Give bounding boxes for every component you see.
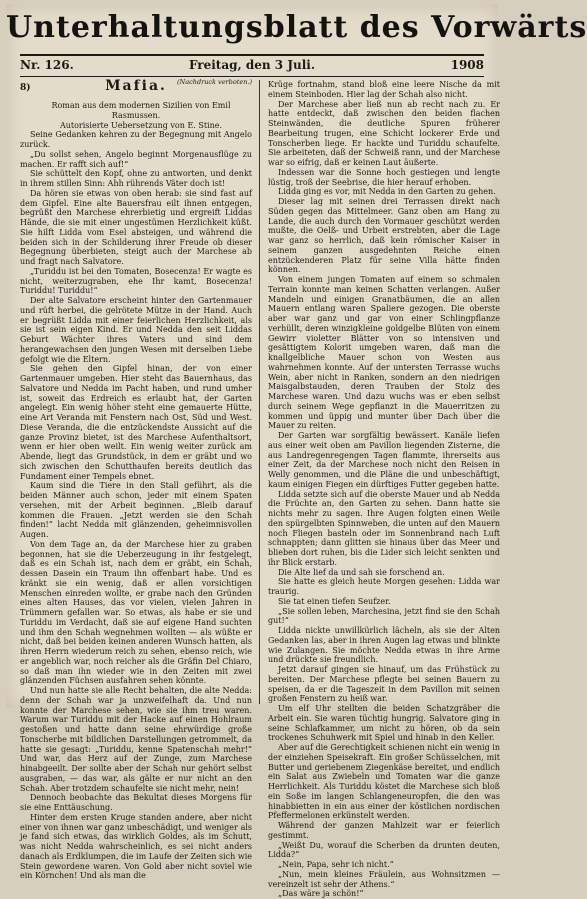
paragraph: „Turiddu ist bei den Tomaten, Bosecenza! Er wagte es nicht, weiterzugraben, ehe Ihr kamt, Bosecenza! Turiddu! Turiddu!“	[20, 266, 252, 296]
column-divider	[259, 80, 260, 704]
paragraph: Sie hatte es gleich heute Morgen gesehen: Lidda war traurig.	[268, 577, 500, 596]
paragraph: „Du sollst sehen, Angelo beginnt Morgenausflüge zu machen. Er rafft sich auf!“	[20, 149, 252, 169]
paragraph: Während der ganzen Mahlzeit war er feierlich gestimmt.	[268, 821, 500, 840]
paragraph: Der alte Salvatore erscheint hinter den Gartenmauer und rüft herbei, die gelrötete Mütze in der Hand. Auch er begrüßt Lidda mit einer feierlichen Herzlichkeit, als sie ist sein eigen Kind. Er und Nedda den seit Liddas Geburt Wächter ihres Vaters und sind dem herangewachsen den jungen Wesen mit derselben Liebe gefolgt wie die Eltern.	[20, 296, 252, 364]
paragraph: Von dem Tage an, da der Marchese hier zu graben begonnen, hat sie die Ueberzeugung in ihr festgelegt, daß es ein Schah ist, nach dem er gräbt, ein Schah, dessen Dasein ein Traum ihn offenbart habe. Und es kränkt sie ein wenig, daß er allen vorsichtigen Menschen einreden wollte, er grabe nach den Gründen eines alten Hauses, das vor vielen, vielen Jahren in Trümmern gefallen war. So etwas, als habe er sie und Turiddu im Verdacht, daß sie auf eigene Hand suchten und ihm den Schah wegnehmen wollten — als wüßte er nicht, daß bei beiden keinen anderen Wunsch hatten, als ihren Herrn wiederum reich zu sehen, ebenso reich, wie er angeblich war, noch reicher als die Gräfin Del Chiaro, so daß man ihn wieder wie in den Zeiten mit zwei glänzenden Füchsen ausfahren sehen könnte.	[20, 539, 252, 686]
paragraph: Lidda ging es vor, mit Nedda in den Garten zu gehen.	[278, 187, 496, 197]
story-subtitle: Roman aus dem modernen Sizilien von Emil Rasmussen.	[51, 101, 231, 120]
paragraph: „Nun, mein kleines Fräulein, aus Wohnsitzmen — vereinzelt ist sehr der Athens.“	[268, 869, 500, 889]
paragraph: Seine Gedanken kehren zu der Begegnung mit Angelo zurück.	[20, 130, 252, 149]
issue-number: Nr. 126.	[20, 58, 74, 72]
paragraph: Jetzt darauf gingen sie hinauf, um das Frühstück zu bereiten. Der Marchese pflegte bei seinen Bauern zu speisen, da er die Tageszeit in dem Pavillon mit seinen großen Fenstern zu heiß war.	[268, 665, 500, 704]
issue-bar	[20, 54, 484, 77]
masthead: Unterhaltungsblatt des Vorwärts	[6, 10, 587, 45]
reprint-note: (Nachdruck verboten.)	[177, 78, 252, 86]
paragraph: „Sie sollen leben, Marchesina, jetzt find sie den Schah gut!“	[268, 606, 500, 626]
paragraph: „Nein, Papa, sehr ich nicht.“	[278, 860, 394, 869]
paragraph: Die Alte lief da und sah sie forschend an.	[278, 567, 445, 577]
paragraph: „Weißt Du, worauf die Scherben da drunten deuten, Lidda?“	[268, 840, 500, 860]
paragraph: Sie gehen den Gipfel hinan, der von einer Gartenmauer umgeben. Hier steht das Bauernhaus, das Salvatore und Nedda im Pacht haben, und rund umher ist, soweit das Erdreich es erlaubt hat, der Garten angelegt. Ein wenig höher steht eine gemauerte Hütte, eine Art Veranda mit Fenstern nach Ost, Süd und West. Diese Veranda, die die entzückendste Aussicht auf die ganze Provinz bietet, ist des Marchese Aufenthaltsort, wenn er hier oben weilt. Ein wenig weiter zurück am Abende, liegt das Grundstück, in dem er gräbt und wo sich zwischen den Schutthaufen bereits deutlich das Fundament einer Tempels ebnet.	[20, 364, 252, 481]
paragraph: Und nun hatte sie alle Recht behalten, die alte Nedda: denn der Schah war ja unzweifelhaft da. Und nun konnte der Marchese sehen, wie sie ihm treu waren. Warum war Turiddu mit der Hacke auf einen Hohlraum gestoßen und hatte dann seine ehrwürdige große Tonscherbe mit bildlichen Darstellungen getrommelt, da hatte sie gesagt: „Turiddu, kenne Spatenschah mehr!“ Und war, das Herz auf der Zunge, zum Marchese hinabgeeilt. Der sollte aber der Schah nur gehört selbst ausgraben, — das war, als gälte er nur nicht an den Schah. Aber trotzdem schaufelte sie nicht mehr, nein!	[20, 686, 252, 793]
issue-date: Freitag, den 3 Juli.	[188, 58, 316, 72]
paragraph: Krüge fortnahm, stand bloß eine leere Nische da mit einem Steinboden. Hier lag der Schah also nicht.	[268, 80, 500, 99]
paragraph: Dennoch beobachte das Bekultat dieses Morgens für sie eine Enttäuschung.	[20, 793, 252, 812]
paragraph: Lidda setzte sich auf die oberste Mauer und ab Nedda die Früchte an, den Garten zu sehen. Dann hatte sie nichts mehr zu sagen. Ihre Augen folgten einen Weile den spürgelbten Spinnweben, die unten auf den Mauern noch Fliegen basteln oder im Sonnenbrand nach Luft schnappten; dann glitten sie hinaus über das Meer und blieben dort ruhen, bis die Lider sich leicht senkten und ihr Blick erstarb.	[268, 489, 500, 567]
newspaper-page	[6, 4, 587, 899]
paragraph: Sie tat einen tiefen Seufzer.	[278, 596, 391, 606]
paragraph: „Das wäre ja schön!“	[278, 889, 364, 899]
right-body-text	[268, 80, 500, 899]
paragraph: Um elf Uhr stellten die beiden Schatzgräber die Arbeit ein. Sie waren tüchtig hungrig. Salvatore ging in seine Schlafkammer, um nicht zu hören, ob da sein trockenes Schuhwerk mit Spiel und hinab in den Keller.	[268, 704, 500, 743]
paragraph: Da hören sie etwas von oben herab: sie sind fast auf dem Gipfel. Eine alte Bauersfrau eilt ihnen entgegen, begrüßt den Marchese ehrerbietig und ergreift Liddas Hände, die sie mit einer ungestümen Herzlichkeit küßt. Sie hilft Lidda vom Esel absteigen, und während die beiden sich in der Schilderung ihrer Freude ob dieser Begegnung überbieten, steigt auch der Marchese ab und fragt nach Salvatore.	[20, 188, 252, 266]
paragraph: Sie schüttelt den Kopf, ohne zu antworten, und denkt in ihrem stillen Sinn: Ahh rührends Väter doch ist!	[20, 169, 252, 188]
paragraph: Indessen war die Sonne hoch gestiegen und lengte lüstig, troß der Seebrise, die hier herauf erhoben.	[268, 167, 500, 187]
left-column	[20, 78, 252, 881]
story-header	[20, 78, 252, 98]
paragraph: Von einem jungen Tomaten auf einem so schmalen Terrain konnte man keinen Schatten verlangen. Außer Mandeln und einigen Granatbäumen, die an allen Mauern entlang waren Spaliere gezogen. Die oberste aber war ganz und gar von einer Schlingpflanze verhüllt, deren winzigkleine goldgelbe Blüten von einem Gewirr violetter Blätter von so intensiven und gesättigtem Kolorit umgeben waren, daß man die knallgelbliche Mauer schon von Westen aus wahrnehmen konnte. Auf der untersten Terrasse wuchs Wein, aber nicht in Ranken, sondern an den niedrigen Maisgalbstauden, deren Trauben der Stolz des Marchese waren. Und dazu wuchs was er eben selbst durch seinem Wege gepflanzt in die Mauerritzen zu kommen und üppig und munter über Dach über die Mauer zu reiten.	[268, 275, 500, 431]
paragraph: Lidda nickte unwillkürlich lächeln, als sie der Alten Gedanken las, aber in ihren Augen lag etwas und blinkte wie Zulangen. Sie möchte Nedda etwas in ihre Arme und drückte sie freundlich.	[268, 626, 500, 665]
paragraph: Der Garten war sorgfältig bewässert. Kanäle liefen aus einer weit oben am Pavillon liegenden Zisterne, die aus Landregenregengen Tagen flammte, ihrerseits aus einer Zeit, da der Marchese noch nicht den Reisen in Welly genommen, und die Pläne die und unbeschäftigt, kaum einigen Fiegen ein dürftiges Futter gegeben hatte.	[268, 431, 500, 489]
paragraph: Kaum sind die Tiere in den Stall geführt, als die beiden Männer auch schon, jeder mit einem Spaten versehen, mit der Arbeit beginnen. „Bleib darauf kommen die Frauen. „Jetzt werden sie den Schah finden!“ lacht Nedda mit glänzenden, geheimnisvollen Augen.	[20, 481, 252, 539]
story-title: Mafia.	[105, 78, 167, 94]
story-translator: Autorisierte Uebersetzung von E. Stine.	[59, 120, 223, 130]
installment-number: 8)	[20, 83, 31, 93]
paragraph: Aber auf die Gerechtigkeit schienen nicht ein wenig in der einziehen Speisekraft. Ein großer Schüsselchen, mit Butter und geriebenem Ziegenkäse bereitet, und endlich ein Salat aus Zwiebeln und Tomaten war die ganze Herrlichkeit. Als Turiddu köstet die Marchese sich bloß ein Soße im langen Schlangeneuropfen, die den was hinabbietten in ein aus einer der köstlichen nordischen Pfeffermelonen erkünstelt werden.	[268, 743, 500, 821]
issue-year: 1908	[450, 58, 484, 72]
paragraph: Hinter dem ersten Kruge standen andere, aber nicht einer von ihnen war ganz unbeschädigt, und weniger als je fand sich etwas, das wirklich Goldes, als im Schutt, was nicht Nedda wahrscheinlich, es sei nicht anders danach als Erdklumpen, die im Laufe der Zeiten sich wie Stein gewordene waren. Von Gold aber nicht soviel wie ein Körnchen! Und als man die	[20, 812, 252, 881]
right-column	[268, 80, 500, 899]
paragraph: Der Marchese aber ließ nun ab recht nach zu. Er hatte entdeckt, daß zwischen den beiden flachen Steinwänden, die deutliche Spuren früherer Bearbeitung trugen, eine Schicht lockerer Erde und Tonscherben liege. Er hackte und Turiddu schaufelte. Sie arbeiteten, daß der Schweiß rann, und der Marchese war so eifrig, daß er keinen Laut äußerte.	[268, 99, 500, 167]
paragraph: Dieser lag mit seinen drei Terrassen direkt nach Süden gegen das Mittelmeer. Ganz oben am Hang zu Lande, die auch durch den Vormauer geschützt werden mußte, die Oelß- und Urbeit erstrebten, aber die Lage war ganz so herrlich, daß kein römischer Kaiser in seinem ganzen ausgedehnten Reiche einen entzückenderen Platz für seine Villa hätte finden können.	[268, 197, 500, 275]
left-body-text	[20, 130, 252, 881]
